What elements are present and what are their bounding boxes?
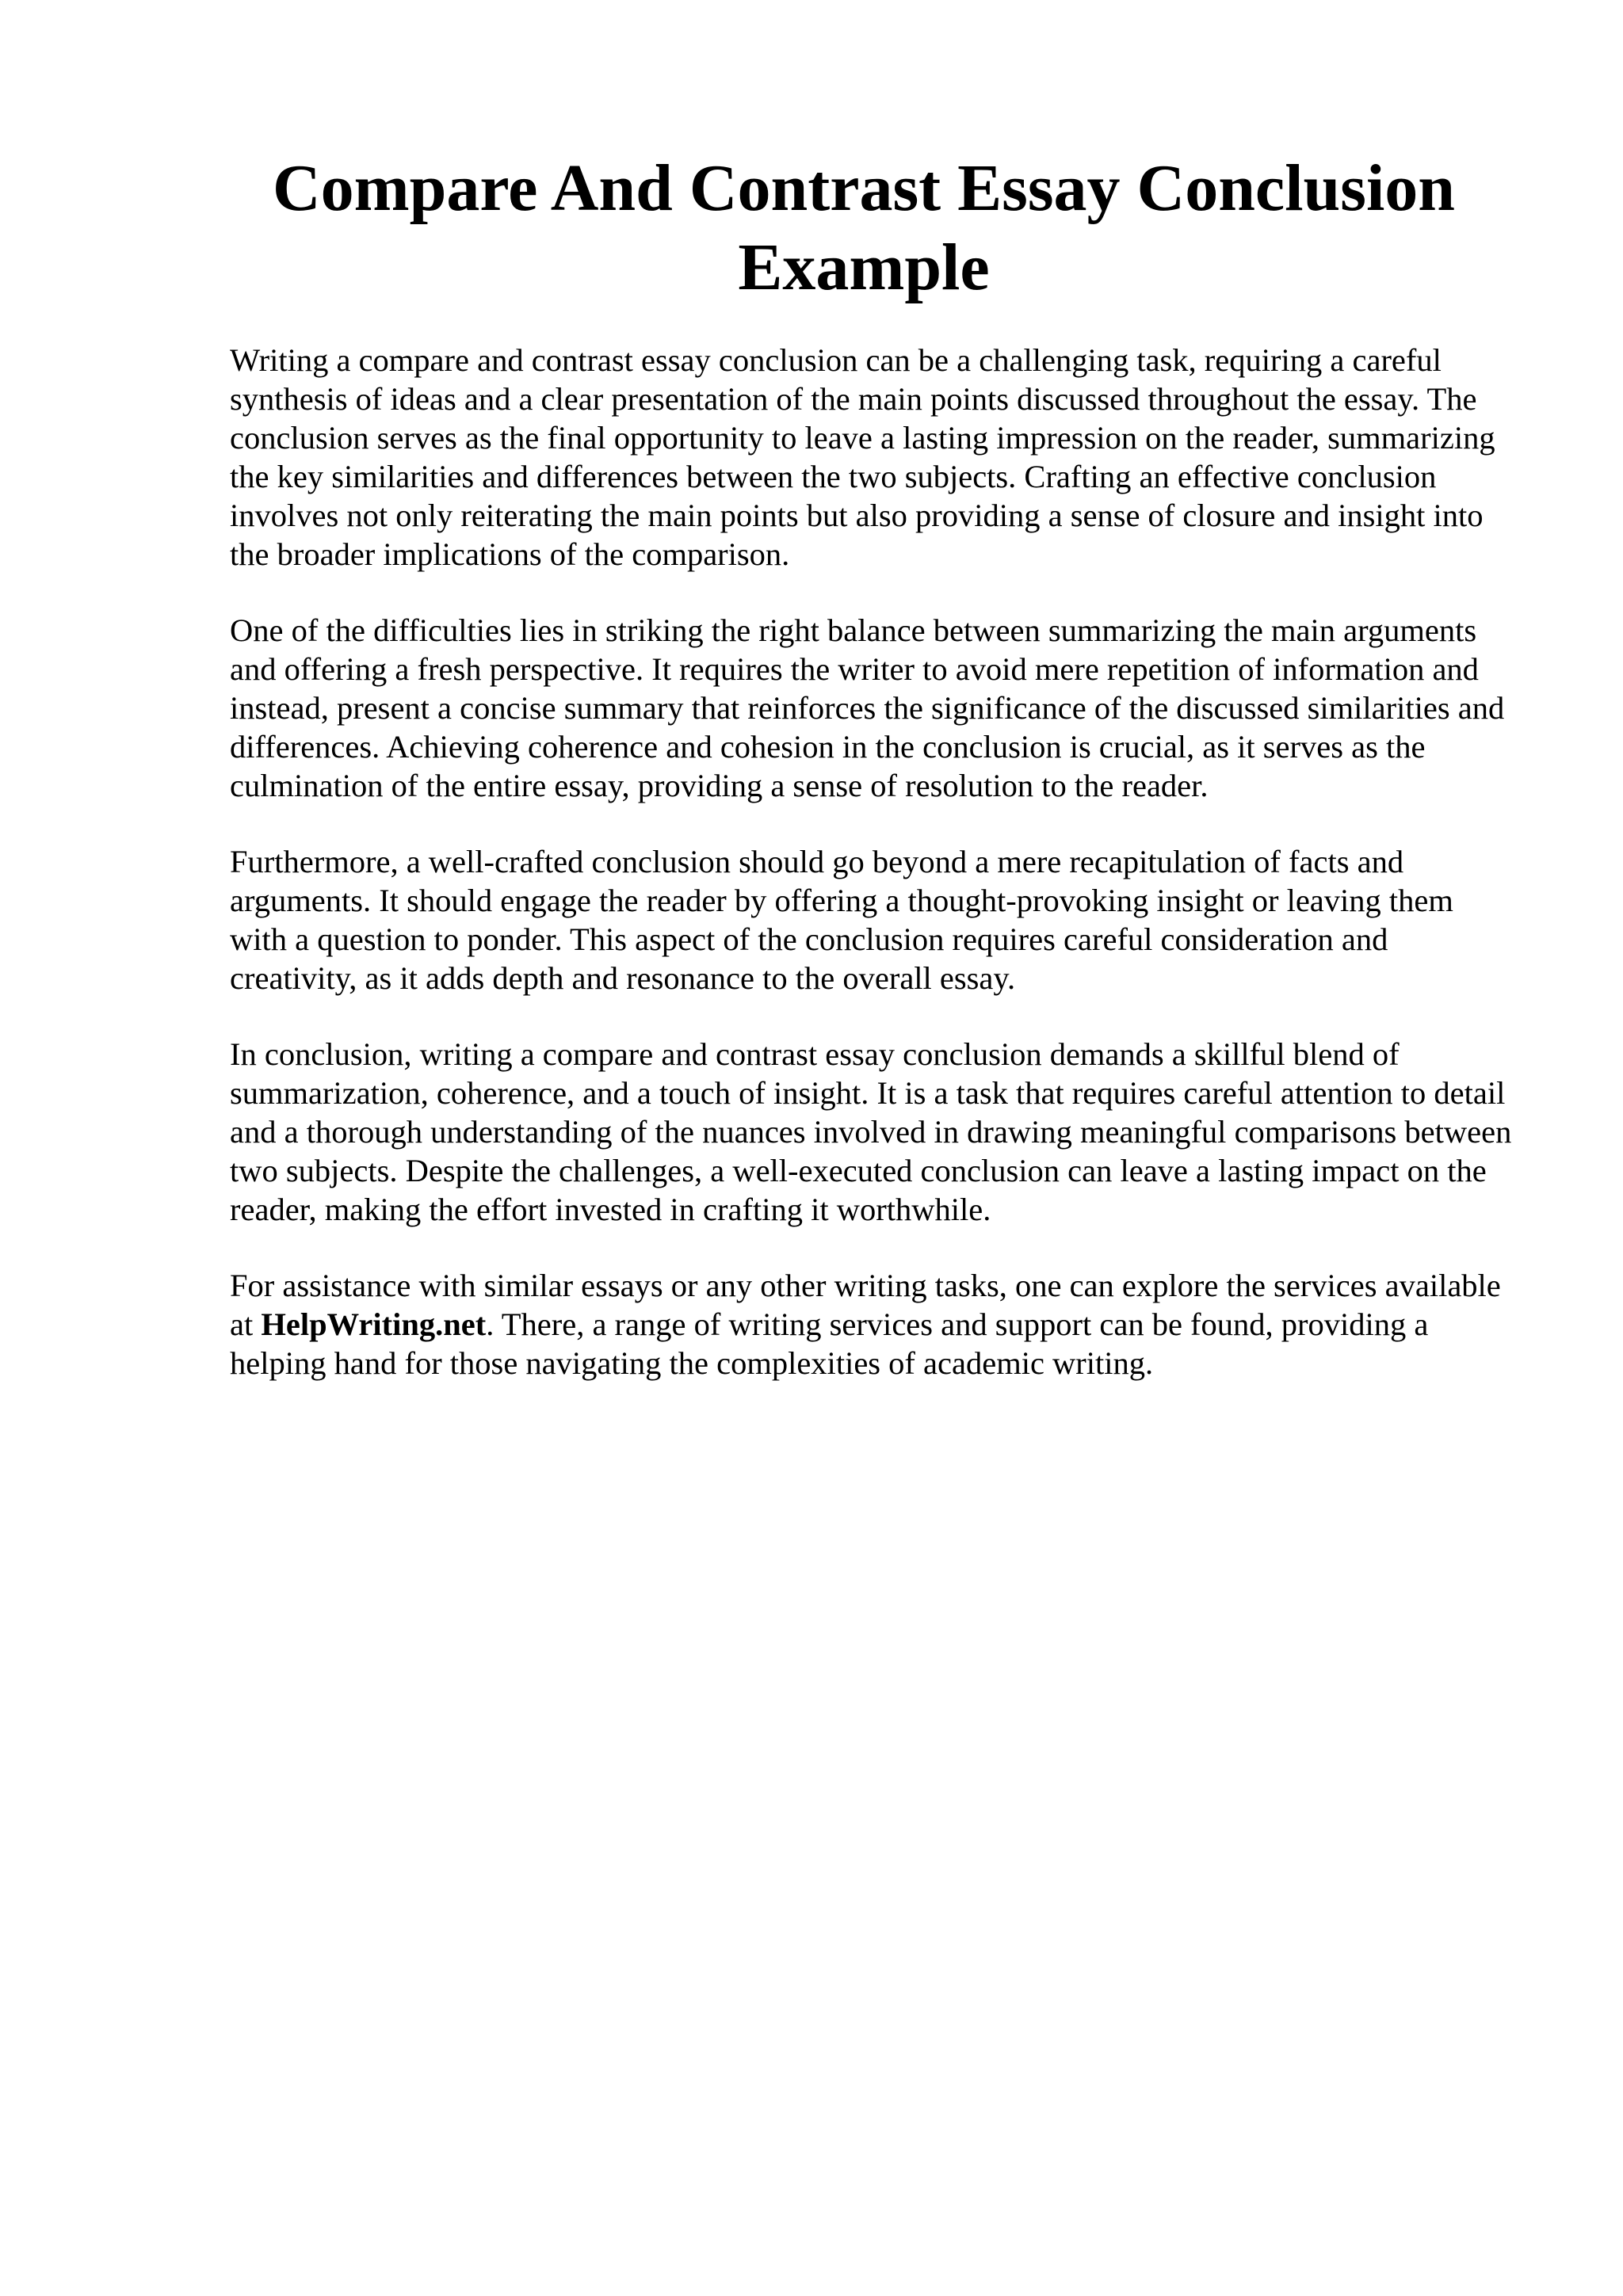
paragraph-2: One of the difficulties lies in striking the right balance between summarizing the main arguments and offering a fresh perspective. It requires the writer to avoid mere repetition of information and instead, present a concise summary that reinforces the significance of the discussed similarities and differences. Achieving coherence and cohesion in the conclusion is crucial, as it serves as the culmination of the entire essay, providing a sense of resolution to the reader.: [230, 612, 1505, 803]
paragraph-4: In conclusion, writing a compare and contrast essay conclusion demands a skillful blend of summarization, coherence, and a touch of insight. It is a task that requires careful attention to detail and a thorough understanding of the nuances involved in drawing meaningful comparisons between two subjects. Despite the challenges, a well-executed conclusion can leave a lasting impact on the reader, making the effort invested in crafting it worthwhile.: [230, 1036, 1512, 1227]
paragraph-1: Writing a compare and contrast essay conclusion can be a challenging task, requiring a careful synthesis of ideas and a clear presentation of the main points discussed throughout the essay. The conclusion serves as the final opportunity to leave a lasting impression on the reader, summarizing the key similarities and differences between the two subjects. Crafting an effective conclusion involves not only reiterating the main points but also providing a sense of closure and insight into the broader implications of the comparison.: [230, 342, 1495, 572]
paragraph-3: Furthermore, a well-crafted conclusion should go beyond a mere recapitulation of facts and arguments. It should engage the reader by offering a thought-provoking insight or leaving them with a question to ponder. This aspect of the conclusion requires careful consideration and creativity, as it adds depth and resonance to the overall essay.: [230, 844, 1453, 996]
paragraph-5-before: For assistance with similar essays or any other writing tasks, one can explore the services available at: [230, 1268, 1501, 1342]
paragraph-5-after: . There, a range of writing services and support can be found, providing a helping hand for those navigating the complexities of academic writing.: [230, 1306, 1429, 1381]
document-body: [230, 341, 1514, 1420]
paragraph-5: [230, 1266, 1514, 1383]
page-title: Compare And Contrast Essay Conclusion Example: [272, 151, 1456, 304]
helpwriting-link[interactable]: HelpWriting.net: [261, 1306, 487, 1342]
